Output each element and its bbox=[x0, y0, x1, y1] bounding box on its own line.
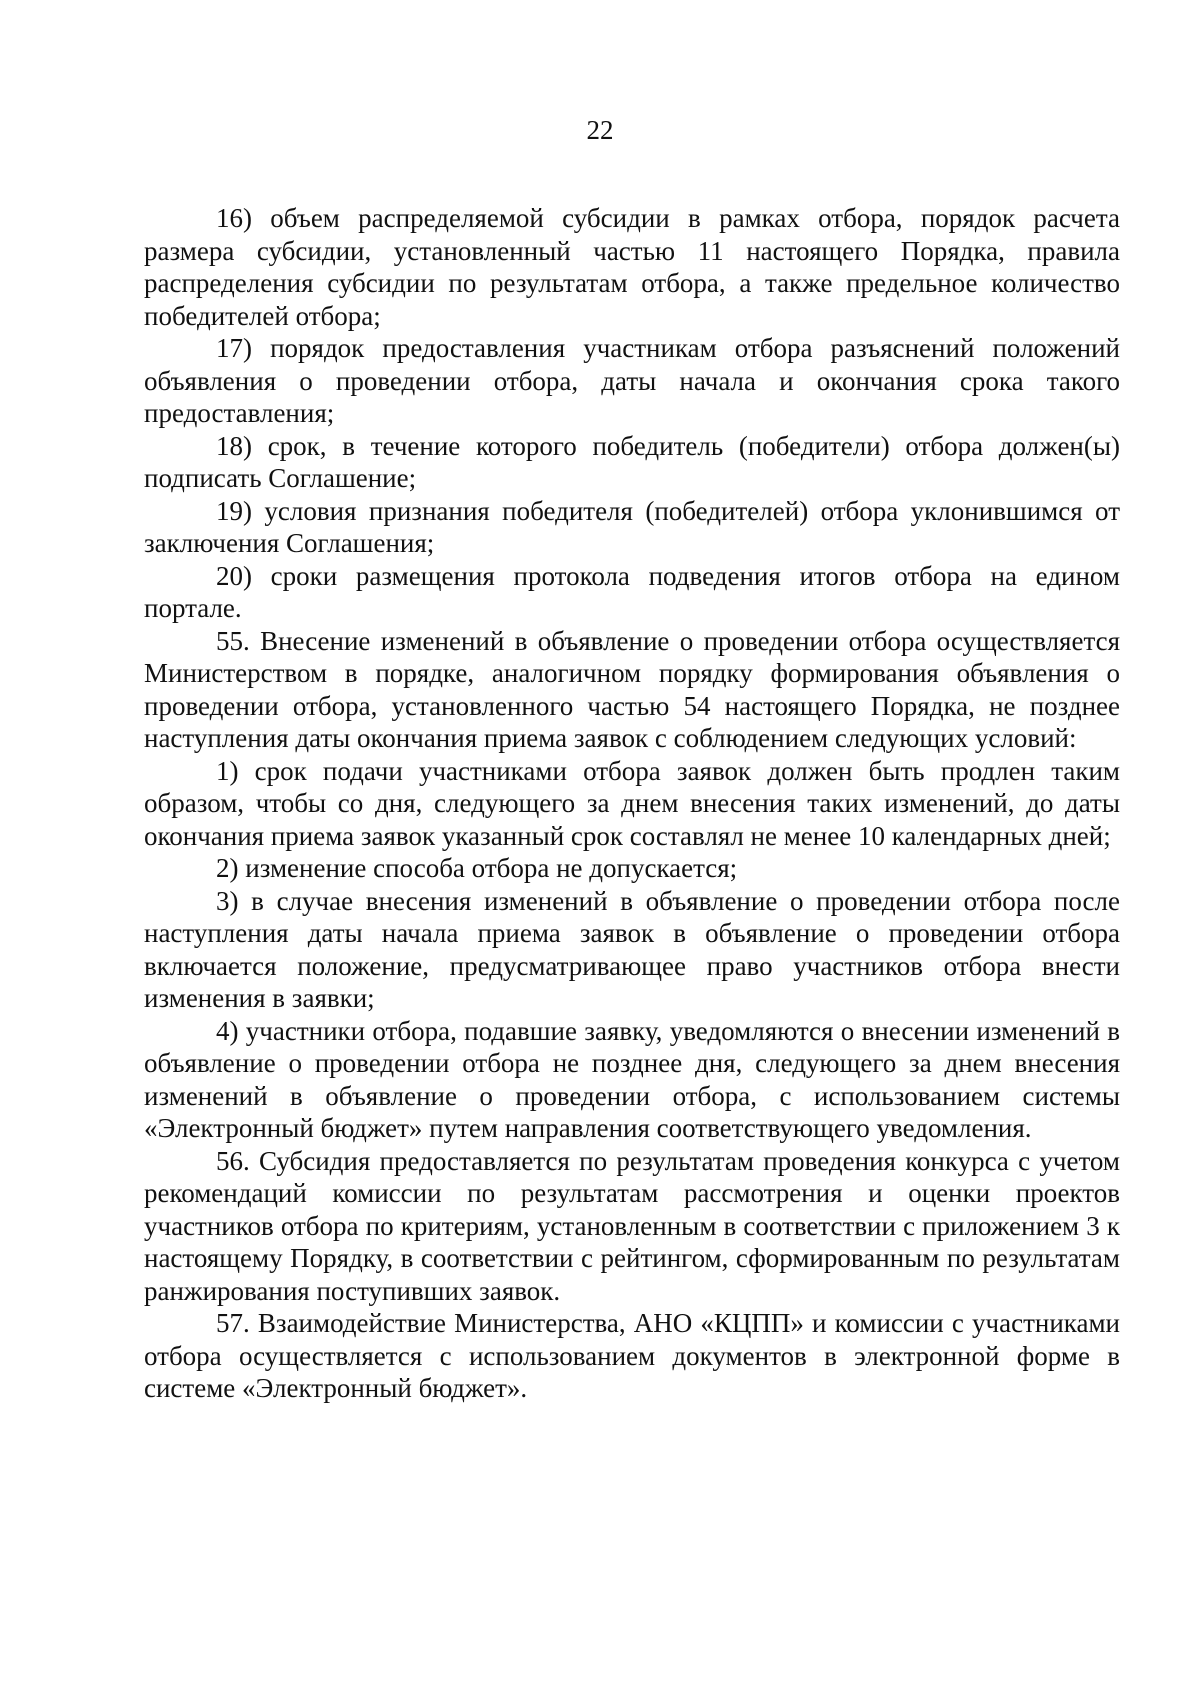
paragraph-item-20: 20) сроки размещения протокола подведения итогов отбора на едином портале. bbox=[144, 560, 1120, 623]
document-body bbox=[144, 202, 1120, 1405]
paragraph-item-19: 19) условия признания победителя (победителей) отбора уклонившимся от заключения Соглашения; bbox=[144, 495, 1120, 558]
paragraph-condition-1: 1) срок подачи участниками отбора заявок должен быть продлен таким образом, чтобы со дня, следующего за днем внесения таких изменений, до даты окончания приема заявок указанный срок составлял не менее 10 календарных дней; bbox=[144, 755, 1120, 851]
paragraph-condition-4: 4) участники отбора, подавшие заявку, уведомляются о внесении изменений в объявление о проведении отбора не позднее дня, следующего за днем внесения изменений в объявление о проведении отбора, с использованием системы «Электронный бюджет» путем направления соответствующего уведомления. bbox=[144, 1015, 1120, 1143]
paragraph-section-55: 55. Внесение изменений в объявление о проведении отбора осуществляется Министерством в порядке, аналогичном порядку формирования объявления о проведении отбора, установленного частью 54 настоящего Порядка, не позднее наступления даты окончания приема заявок с соблюдением следующих условий: bbox=[144, 625, 1120, 753]
paragraph-section-56: 56. Субсидия предоставляется по результатам проведения конкурса с учетом рекомендаций комиссии по результатам рассмотрения и оценки проектов участников отбора по критериям, установленным в соответствии с приложением 3 к настоящему Порядку, в соответствии с рейтингом, сформированным по результатам ранжирования поступивших заявок. bbox=[144, 1145, 1120, 1306]
paragraph-condition-3: 3) в случае внесения изменений в объявление о проведении отбора после наступления даты начала приема заявок в объявление о проведении отбора включается положение, предусматривающее право участников отбора внести изменения в заявки; bbox=[144, 885, 1120, 1013]
paragraph-section-57: 57. Взаимодействие Министерства, АНО «КЦПП» и комиссии с участниками отбора осуществляется с использованием документов в электронной форме в системе «Электронный бюджет». bbox=[144, 1308, 1120, 1403]
paragraph-condition-2: 2) изменение способа отбора не допускается; bbox=[216, 853, 738, 883]
paragraph-item-17: 17) порядок предоставления участникам отбора разъяснений положений объявления о проведении отбора, даты начала и окончания срока такого предоставления; bbox=[144, 333, 1120, 428]
paragraph-item-16: 16) объем распределяемой субсидии в рамках отбора, порядок расчета размера субсидии, установленный частью 11 настоящего Порядка, правила распределения субсидии по результатам отбора, а также предельное количество победителей отбора; bbox=[144, 203, 1120, 331]
page-number: 22 bbox=[586, 115, 614, 145]
paragraph-item-18: 18) срок, в течение которого победитель (победители) отбора должен(ы) подписать Соглашение; bbox=[144, 430, 1120, 493]
